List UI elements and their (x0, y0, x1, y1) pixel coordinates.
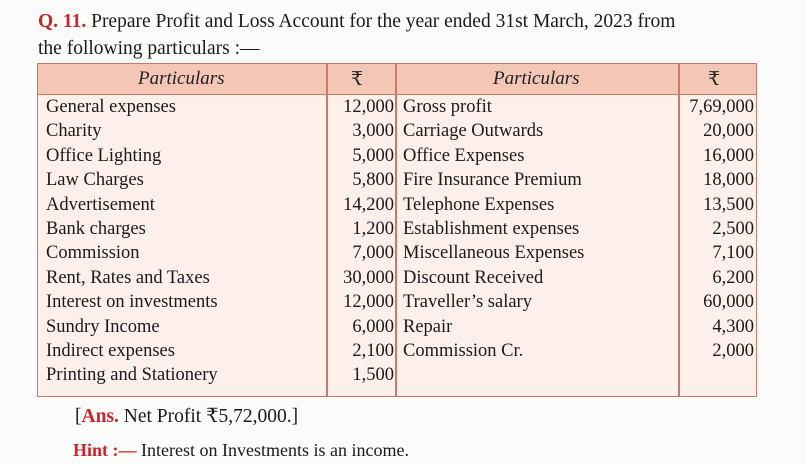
table-row (38, 146, 756, 170)
hint (73, 440, 409, 461)
answer-label: Ans. (81, 406, 119, 427)
right-particular: Establishment expenses (403, 219, 580, 239)
left-amount: 2,100 (352, 341, 394, 361)
left-amount: 7,000 (352, 243, 394, 264)
table-row (38, 97, 756, 121)
answer-open-bracket: [ (75, 406, 82, 427)
right-particular: Repair (403, 316, 453, 337)
right-particular: Office Expenses (403, 145, 525, 166)
left-amount: 5,000 (352, 145, 394, 166)
right-particular: Gross profit (403, 97, 492, 117)
table-row (38, 365, 756, 389)
table-row (38, 317, 756, 341)
header-left-amount: ₹ (351, 69, 364, 90)
right-amount: 2,000 (712, 341, 754, 361)
left-amount: 14,200 (343, 194, 394, 215)
table-row (38, 341, 756, 365)
left-particular: Office Lighting (46, 145, 162, 166)
hint-text: Interest on Investments is an income. (141, 440, 409, 460)
answer-text: Net Profit ₹5,72,000.] (123, 406, 299, 427)
right-amount: 6,200 (712, 267, 754, 288)
table-row (38, 170, 756, 194)
question-line-2: the following particulars :— (38, 38, 260, 59)
left-amount: 1,500 (352, 365, 394, 386)
left-amount: 6,000 (352, 316, 394, 337)
question-text-1: Prepare Profit and Loss Account for the year ended 31st March, 2023 from (91, 11, 676, 32)
right-particular: Commission Cr. (403, 341, 524, 361)
table-header (38, 64, 756, 95)
left-particular: Rent, Rates and Taxes (46, 267, 210, 288)
table-row (38, 292, 756, 316)
left-particular: Sundry Income (46, 316, 160, 337)
right-particular: Discount Received (403, 267, 544, 288)
left-particular: General expenses (46, 97, 176, 117)
right-amount: 18,000 (703, 170, 754, 191)
left-amount: 3,000 (352, 121, 394, 142)
right-amount: 2,500 (712, 219, 754, 239)
header-left-particulars: Particulars (138, 68, 225, 89)
left-amount: 12,000 (343, 97, 394, 117)
right-amount: 4,300 (712, 316, 754, 337)
right-amount: 16,000 (703, 145, 754, 166)
left-amount: 12,000 (343, 292, 394, 313)
right-particular: Carriage Outwards (403, 121, 544, 142)
left-particular: Law Charges (46, 170, 144, 191)
right-amount: 60,000 (703, 292, 754, 313)
header-right-amount: ₹ (708, 69, 721, 90)
left-particular: Printing and Stationery (46, 365, 218, 386)
table-row (38, 121, 756, 145)
table-row (38, 243, 756, 267)
table-row (38, 268, 756, 292)
profit-loss-table (37, 63, 757, 397)
left-amount: 30,000 (343, 267, 394, 288)
left-particular: Interest on investments (46, 292, 218, 313)
right-particular: Miscellaneous Expenses (403, 243, 585, 264)
left-particular: Bank charges (46, 219, 146, 239)
header-right-particulars: Particulars (493, 68, 580, 89)
table-row (38, 219, 756, 243)
table-row (38, 195, 756, 219)
hint-label: Hint :— (73, 440, 137, 460)
right-amount: 13,500 (703, 194, 754, 215)
right-amount: 7,100 (712, 243, 754, 264)
left-particular: Commission (46, 243, 140, 264)
left-amount: 1,200 (352, 219, 394, 239)
right-amount: 20,000 (703, 121, 754, 142)
right-particular: Fire Insurance Premium (403, 170, 582, 191)
question-line-1 (38, 8, 675, 35)
question-number: Q. 11. (38, 11, 87, 32)
right-particular: Traveller’s salary (403, 292, 532, 313)
left-particular: Advertisement (46, 194, 155, 215)
answer (75, 404, 298, 428)
left-amount: 5,800 (352, 170, 394, 191)
right-amount: 7,69,000 (689, 97, 754, 117)
right-particular: Telephone Expenses (403, 194, 555, 215)
left-particular: Charity (46, 121, 102, 142)
left-particular: Indirect expenses (46, 341, 175, 361)
